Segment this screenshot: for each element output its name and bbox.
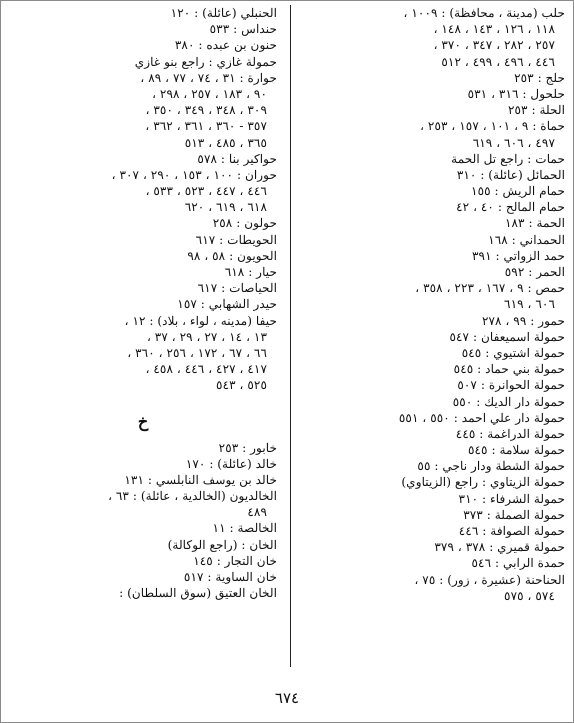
index-entry: حمولة سلامة : ٥٤٥ xyxy=(467,443,565,458)
index-entry: ٥٢٥ ، ٥٤٣ xyxy=(216,378,267,393)
index-entry: خان الساوية : ٥١٧ xyxy=(183,570,277,584)
index-entry: خالد بن يوسف النابلسي : ١٣١ xyxy=(124,472,277,487)
index-entry: الحمر : ٥٩٢ xyxy=(504,265,565,279)
index-entry: خابور : ٢٥٣ xyxy=(218,440,277,455)
index-entry: حولون : ٢٥٨ xyxy=(212,216,277,231)
index-entry: ٤٩٧ ، ٦٠٦ ، ٦١٩ xyxy=(472,135,555,150)
index-entry: حمولة الصوافة : ٤٤٦ xyxy=(458,524,565,538)
index-entry: ٣٦٥ ، ٤٨٥ ، ٥١٣ xyxy=(184,135,267,150)
index-entry: حيفا (مدينه ، لواء ، بلاد) : ١٢ ، xyxy=(124,313,277,328)
index-entry: حمولة بني حماد : ٥٤٥ xyxy=(453,362,565,377)
index-entry: حوران : ١٠٠ ، ١٥٣ ، ٢٩٠ ، ٣٠٧ ، xyxy=(111,167,277,182)
index-entry: الحنبلي (عائلة) : ١٢٠ xyxy=(170,6,277,20)
column-divider xyxy=(290,5,291,667)
index-entry: حلحول : ٣١٦ ، ٥٣١ xyxy=(467,86,565,101)
index-entry: ٣٥٧ - ٣٦٠ ، ٣٦١ ، ٣٦٢ ، xyxy=(145,119,267,134)
index-entry: حماة : ٩ ، ١٠١ ، ١٥٧ ، ٢٥٣ ، xyxy=(420,119,565,134)
index-entry: ١٣ ، ١٤ ، ٢٧ ، ٢٩ ، ٣٧ ، xyxy=(146,329,267,344)
index-column-right xyxy=(289,5,565,604)
index-entry: الخالديون (الخالدية ، عائلة) : ٦٣ ، xyxy=(108,489,277,504)
index-entry: حمولة الحوانرة : ٥٠٧ xyxy=(457,378,565,393)
index-entry: ٤٤٦ ، ٤٤٧ ، ٥٢٣ ، ٥٣٣ ، xyxy=(145,184,267,199)
index-entry: حمولة دار علي احمد : ٥٥٠ ، ٥٥١ xyxy=(398,410,565,425)
index-entry: حمولة الزيتاوي : راجع (الزيتاوي) xyxy=(401,475,565,490)
index-entry: ٤٨٩ xyxy=(247,505,267,520)
index-entry: حمولة اشتيوي : ٥٤٥ xyxy=(461,345,565,360)
index-entry: الحويطات : ٦١٧ xyxy=(195,232,277,247)
index-entry: ١١٨ ، ١٢٦ ، ١٤٣ ، ١٤٨ ، xyxy=(433,22,555,37)
index-entry: حمولة دار الديك : ٥٥٠ xyxy=(452,394,565,409)
index-entry: حنداس : ٥٣٣ xyxy=(209,22,277,37)
index-entry: حمات : راجع تل الحمة xyxy=(451,151,565,166)
index-entry: حمولة قميري : ٣٧٨ ، ٣٧٩ xyxy=(434,540,565,555)
index-entry: حمد الزواتي : ٣٩١ xyxy=(472,248,565,263)
index-entry: خالد (عائلة) : ١٧٠ xyxy=(185,456,277,471)
index-column-left xyxy=(9,5,277,601)
index-entry: ٢٥٧ ، ٢٨٢ ، ٣٤٧ ، ٣٧٠ ، xyxy=(433,38,555,53)
index-entry: حنون بن عبده : ٣٨٠ xyxy=(174,38,277,53)
index-entry: حوارة : ٣١ ، ٧٤ ، ٧٧ ، ٨٩ ، xyxy=(140,70,277,85)
index-entry: حمولة اسميعفان : ٥٤٧ xyxy=(449,329,565,344)
index-entry: الحمائل (عائلة) : ٣١٠ xyxy=(456,167,565,182)
index-entry: الحياصات : ٦١٧ xyxy=(197,281,277,296)
index-entry: حمام المالح : ٤٠ ، ٤٢ xyxy=(456,200,565,215)
index-entry: ٤١٧ ، ٤٢٧ ، ٤٤٦ ، ٤٥٨ ، xyxy=(145,362,267,377)
index-entry: حلب (مدينة ، محافظة) : ١٠٠٩ ، xyxy=(403,6,565,20)
index-entry: حمولة الشطة ودار ناجي : ٥٥ xyxy=(417,459,565,474)
section-letter-kha: خ xyxy=(137,411,149,431)
index-entry: الحلة : ٢٥٣ xyxy=(507,103,565,118)
index-entry: حمولة الصملة : ٣٧٣ xyxy=(463,507,565,522)
index-entry: ٩٠ ، ١٨٣ ، ٢٥٧ ، ٢٩٨ ، xyxy=(152,86,267,101)
index-entry: حمور : ٩٩ ، ٢٧٨ xyxy=(481,313,565,328)
index-entry: ٥٧٤ ، ٥٧٥ xyxy=(504,588,555,603)
index-entry: الخان العتيق (سوق السلطان) : xyxy=(119,586,277,601)
index-entry: حمص : ٩ ، ١٦٧ ، ٢٢٣ ، ٣٥٨ ، xyxy=(415,281,565,296)
index-entry: ٦١٨ ، ٦١٩ ، ٦٢٠ xyxy=(184,200,267,215)
index-entry: حمولة الدراغمة : ٤٤٥ xyxy=(455,426,565,441)
index-entry: الحويون : ٥٨ ، ٩٨ xyxy=(187,248,277,263)
index-entry: خان التجار : ١٤٥ xyxy=(193,553,277,568)
index-entry: حواكير بنا : ٥٧٨ xyxy=(197,151,277,166)
index-entry: حيدر الشهابي : ١٥٧ xyxy=(177,297,277,312)
index-entry: الخان : (راجع الوكالة) xyxy=(167,537,277,552)
index-entry: حمدة الرابي : ٥٤٦ xyxy=(471,556,565,571)
index-entry: حمام الريش : ١٥٥ xyxy=(471,184,565,199)
index-entry: الحمداني : ١٦٨ xyxy=(488,232,565,247)
index-entry: الحناحنة (عشيرة ، زور) : ٧٥ ، xyxy=(414,572,565,587)
index-entry: ٦٠٦ ، ٦١٩ xyxy=(504,297,555,312)
index-entry: حيار : ٦١٨ xyxy=(224,265,277,279)
index-entry: حمولة الشرفاء : ٣١٠ xyxy=(458,491,565,506)
page-number: ٦٧٤ xyxy=(274,689,300,707)
index-entry: الخالصة : ١١ xyxy=(212,521,277,536)
index-entry: ٦٦ ، ٦٧ ، ١٧٢ ، ٢٥٦ ، ٣٦٠ ، xyxy=(127,345,267,360)
index-group-ha xyxy=(9,5,277,394)
index-entry: الحمة : ١٨٣ xyxy=(504,216,565,231)
index-entry: ٤٤٦ ، ٤٩٦ ، ٤٩٩ ، ٥١٢ xyxy=(441,54,555,69)
index-entry: ٣٠٩ ، ٣٤٨ ، ٣٤٩ ، ٣٥٠ ، xyxy=(145,103,267,118)
index-group-kha xyxy=(9,440,277,602)
index-entry: حلج : ٢٥٣ xyxy=(514,70,565,85)
index-entry: حمولة غازي : راجع بنو غازي xyxy=(134,54,277,69)
